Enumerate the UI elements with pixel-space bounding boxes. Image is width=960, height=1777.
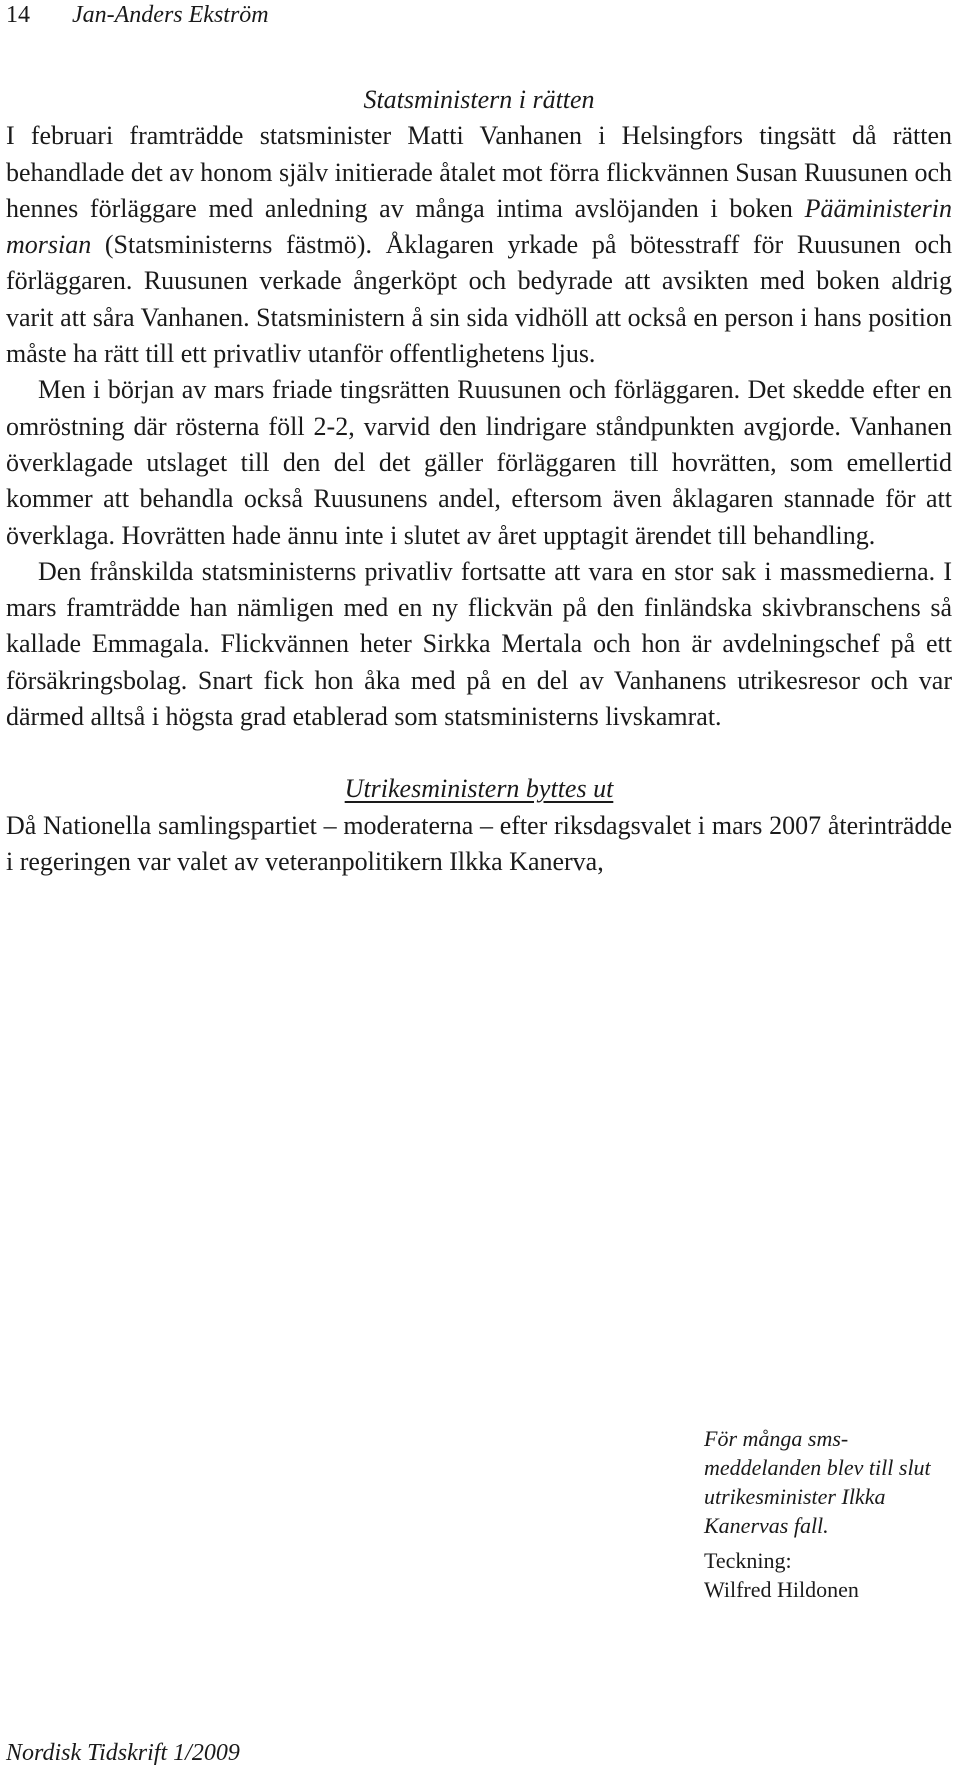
paragraph-text: (Statsministerns fästmö). Åklagaren yrkade på bötesstraff för Ruusunen och förläggaren. Ruusunen verkade ångerköpt och bedyrade att avsikten med boken aldrig varit att såra Vanhanen. Statsministern å sin sida vidhöll att också en person i hans position måste ha rätt till ett privatliv utanför offentlighetens ljus. [6,230,952,369]
section-divider-space [6,735,952,771]
paragraph: Då Nationella samlingspartiet – moderaterna – efter riksdagsvalet i mars 2007 återinträdde i regeringen var valet av veteranpolitikern Ilkka Kanerva, [6,810,952,876]
section-heading-text: Utrikesministern byttes ut [344,774,614,804]
illustration-caption [704,1424,954,1604]
journal-footer: Nordisk Tidskrift 1/2009 [6,1740,240,1766]
credit-name: Wilfred Hildonen [704,1577,859,1602]
paragraph [6,118,952,372]
illustration-credit [704,1546,954,1604]
credit-label: Teckning: [704,1548,792,1573]
caption-text: För många sms-meddelanden blev till slut utrikesminister Ilkka Kanervas fall. [704,1426,931,1538]
book-title: Pääministerin morsian [6,193,952,260]
article-body [6,82,952,880]
author-name: Jan-Anders Ekström [72,2,269,28]
running-head [6,0,269,30]
section-heading: Statsministern i rätten [363,85,595,114]
page-number: 14 [6,2,30,28]
section-heading [6,771,952,807]
paragraph: Den frånskilda statsministerns privatliv fortsatte att vara en stor sak i massmedierna. I mars framträdde han nämligen med en ny flickvän på den finländska skivbranschens så kallade Emmagala. Flickvännen heter Sirkka Mertala och hon är avdelningschef på ett försäkringsbolag. Snart fick hon åka med på en del av Vanhanens utrikesresor och var därmed alltså i högsta grad etablerad som statsministerns livskamrat. [6,556,952,732]
paragraph: Men i början av mars friade tingsrätten Ruusunen och förläggaren. Det skedde efter en omröstning där rösterna föll 2-2, varvid den lindrigare ståndpunkten avgjorde. Vanhanen överklagade utslaget till den del det gäller förläggaren till hovrätten, som emellertid kommer att behandla också Ruusunens andel, eftersom även åklagaren stannade för att överklaga. Hovrätten hade ännu inte i slutet av året upptagit ärendet till behandling. [6,375,952,550]
paragraph-text: I februari framträdde statsminister Matti Vanhanen i Helsingfors tingsätt då rätten behandlade det av honom själv initierade åtalet mot förra flickvännen Susan Ruusunen och hennes förläggare med anledning av många intima avslöjanden i boken [6,121,952,223]
